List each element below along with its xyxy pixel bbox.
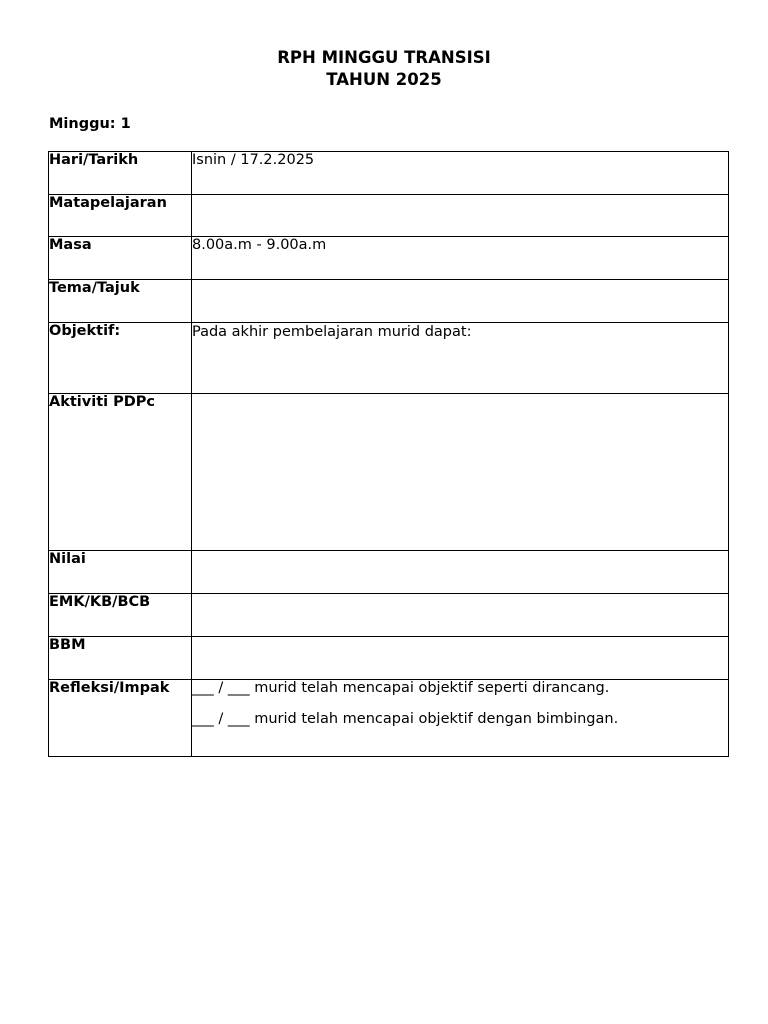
row-label: Aktiviti PDPc [49, 394, 192, 551]
row-label: Objektif: [49, 323, 192, 394]
row-label: Tema/Tajuk [49, 280, 192, 323]
title-line-1: RPH MINGGU TRANSISI [277, 48, 491, 67]
reflection-line-planned: ___ / ___ murid telah mencapai objektif seperti dirancang. [192, 680, 610, 696]
table-row-bbm [49, 637, 729, 680]
row-label: Matapelajaran [49, 195, 192, 237]
row-value: Pada akhir pembelajaran murid dapat: [192, 323, 729, 394]
row-value [192, 394, 729, 551]
row-label: Refleksi/Impak [49, 680, 192, 757]
row-value [192, 551, 729, 594]
row-label: EMK/KB/BCB [49, 594, 192, 637]
table-row-objektif [49, 323, 729, 394]
title-line-2: TAHUN 2025 [326, 70, 442, 89]
document-title [0, 47, 768, 91]
row-label: Hari/Tarikh [49, 152, 192, 195]
table-row-masa [49, 237, 729, 280]
row-value [192, 594, 729, 637]
row-label: BBM [49, 637, 192, 680]
table-row-emk-kb-bcb [49, 594, 729, 637]
row-value: 8.00a.m - 9.00a.m [192, 237, 729, 280]
lesson-plan-table [48, 151, 729, 757]
row-label: Masa [49, 237, 192, 280]
table-row-refleksi-impak [49, 680, 729, 757]
row-value: Isnin / 17.2.2025 [192, 152, 729, 195]
row-value [192, 637, 729, 680]
table-row-aktiviti-pdpc [49, 394, 729, 551]
row-value [192, 195, 729, 237]
row-value [192, 280, 729, 323]
week-label: Minggu: 1 [49, 116, 131, 132]
table-row-tema-tajuk [49, 280, 729, 323]
reflection-line-guided: ___ / ___ murid telah mencapai objektif dengan bimbingan. [192, 711, 619, 727]
table-row-nilai [49, 551, 729, 594]
table-row-hari-tarikh [49, 152, 729, 195]
row-label: Nilai [49, 551, 192, 594]
table-row-matapelajaran [49, 195, 729, 237]
row-value [192, 680, 729, 757]
